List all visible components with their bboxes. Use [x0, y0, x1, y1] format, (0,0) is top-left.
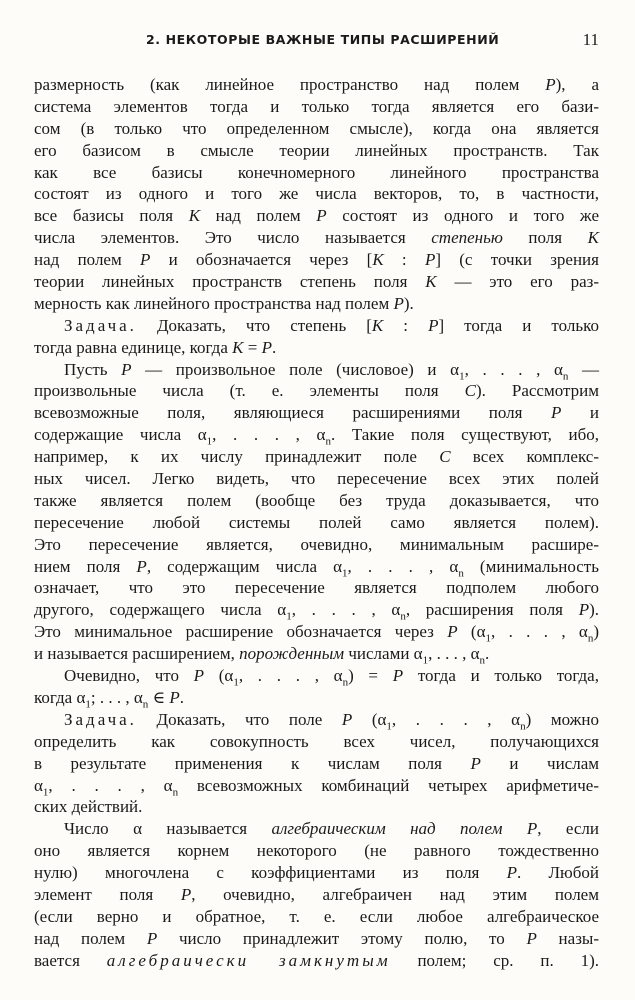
- text-segment: P: [424, 250, 436, 270]
- text-segment: , . . . , α: [238, 666, 343, 686]
- text-segment: ∈: [148, 687, 170, 707]
- text-segment: , . . . , α: [391, 709, 521, 729]
- text-segment: P: [146, 928, 158, 948]
- text-segment: K: [372, 250, 384, 270]
- text-segment: Число α называется: [64, 819, 272, 839]
- text-segment: , . . . , α: [428, 644, 480, 664]
- text-segment: P: [526, 928, 537, 948]
- text-segment: —: [568, 359, 599, 379]
- text-line: [34, 118, 599, 140]
- text-segment: P: [169, 687, 180, 707]
- text-segment: K: [232, 337, 244, 357]
- text-segment: K: [425, 272, 437, 292]
- text-segment: 1: [386, 720, 392, 733]
- text-line: [34, 490, 599, 512]
- text-segment: (α: [352, 709, 387, 729]
- text-segment: , . . . , α: [490, 622, 588, 642]
- text-segment: другого, содержащего числа α: [34, 600, 287, 620]
- text-segment: ), а: [555, 75, 599, 94]
- text-line: [34, 74, 599, 96]
- text-segment: n: [400, 610, 406, 623]
- text-segment: Это пересечение является, очевидно, минимальным расшире-: [34, 534, 599, 554]
- text-line: [34, 665, 599, 687]
- text-segment: ): [593, 622, 599, 642]
- text-segment: также является полем (вообще без труда доказывается, что: [34, 490, 599, 510]
- text-line: [34, 950, 599, 972]
- text-segment: P: [140, 250, 151, 270]
- text-segment: 1: [422, 654, 429, 667]
- text-line: [34, 337, 599, 359]
- text-segment: P: [316, 206, 327, 226]
- text-segment: n: [342, 676, 349, 689]
- text-segment: Задача.: [64, 315, 137, 335]
- text-segment: P: [578, 600, 590, 620]
- text-segment: степенью: [431, 228, 503, 248]
- text-segment: P: [341, 709, 353, 729]
- text-segment: состоят из одного и того же числа векторов, то, в частности,: [34, 184, 599, 204]
- text-segment: P: [261, 337, 272, 357]
- text-segment: оно является корнем некоторого (не равного тождественно: [34, 841, 599, 861]
- text-segment: n: [562, 369, 569, 382]
- text-segment: , . . . , α: [212, 425, 326, 445]
- text-segment: n: [479, 654, 485, 667]
- text-segment: P: [180, 884, 192, 904]
- text-line: [34, 818, 599, 840]
- text-segment: Задача.: [64, 709, 137, 729]
- text-line: [34, 687, 599, 709]
- text-segment: P: [447, 622, 458, 642]
- text-segment: — произвольное поле (числовое) и α: [131, 359, 460, 379]
- text-segment: и числам: [480, 753, 599, 773]
- text-segment: всех комплекс-: [450, 447, 599, 467]
- text-line: [34, 271, 599, 293]
- text-segment: порожденным: [239, 644, 345, 664]
- text-line: [34, 446, 599, 468]
- text-line: [34, 249, 599, 271]
- text-segment: пересечение любой системы полей само является полем).: [34, 512, 599, 532]
- text-line: [34, 183, 599, 205]
- text-segment: состоят из одного и того же: [326, 206, 599, 226]
- text-segment: алгебраически замкнутым: [106, 950, 391, 970]
- text-segment: сом (в только что определенном смысле), когда она является: [34, 118, 599, 138]
- text-segment: нием поля: [34, 556, 137, 576]
- text-segment: , . . . , α: [291, 600, 401, 620]
- text-segment: поля: [502, 228, 588, 248]
- text-segment: . Любой: [517, 863, 599, 883]
- text-segment: n: [458, 566, 464, 579]
- text-segment: Доказать, что поле: [136, 709, 342, 729]
- text-line: [34, 643, 599, 665]
- text-line: [34, 556, 599, 578]
- text-line: [34, 380, 599, 402]
- text-line: [34, 315, 599, 337]
- page-number: 11: [582, 30, 599, 49]
- text-line: [34, 621, 599, 643]
- text-segment: над полем: [200, 206, 317, 226]
- text-line: [34, 534, 599, 556]
- text-line: [34, 227, 599, 249]
- text-segment: =: [243, 337, 262, 357]
- text-segment: , . . . , α: [48, 775, 173, 795]
- text-segment: , очевидно, алгебраичен над этим полем: [191, 884, 599, 904]
- text-line: [34, 468, 599, 490]
- text-segment: (α: [204, 666, 234, 686]
- text-segment: (α: [457, 622, 486, 642]
- text-segment: [502, 819, 526, 838]
- text-segment: .: [271, 337, 277, 357]
- text-segment: числа элементов. Это число называется: [34, 228, 432, 248]
- text-segment: .: [179, 687, 184, 707]
- text-segment: n: [587, 632, 594, 645]
- text-line: [34, 775, 599, 797]
- text-line: [34, 796, 599, 818]
- text-segment: всевозможные поля, являющиеся расширениями поля: [34, 403, 551, 423]
- text-line: [34, 162, 599, 184]
- text-segment: P: [506, 863, 518, 883]
- text-segment: Очевидно, что: [64, 666, 194, 686]
- text-segment: P: [428, 315, 439, 335]
- text-segment: полем; ср. п. 1).: [390, 950, 599, 970]
- text-line: [34, 577, 599, 599]
- text-line: [34, 424, 599, 446]
- text-segment: и обозначается через [: [150, 250, 373, 270]
- text-line: [34, 402, 599, 424]
- text-segment: — это его раз-: [436, 272, 599, 292]
- text-line: [34, 906, 599, 928]
- text-segment: K: [371, 315, 384, 335]
- text-line: [34, 205, 599, 227]
- text-line: [34, 840, 599, 862]
- text-segment: :: [383, 315, 429, 335]
- text-segment: n: [520, 720, 526, 733]
- text-line: [34, 862, 599, 884]
- text-segment: над полем: [34, 928, 147, 948]
- text-line: [34, 928, 599, 950]
- running-header: [34, 30, 599, 54]
- text-segment: 1: [485, 632, 491, 645]
- text-segment: Доказать, что степень [: [136, 315, 372, 335]
- text-segment: содержащие числа α: [34, 425, 207, 445]
- text-segment: α: [34, 775, 43, 795]
- text-line: [34, 96, 599, 118]
- text-segment: ; . . . , α: [90, 687, 143, 707]
- text-segment: и: [561, 403, 599, 423]
- text-segment: ] тогда и только: [438, 315, 599, 335]
- text-segment: ).: [589, 600, 599, 620]
- text-segment: ских действий.: [34, 797, 143, 817]
- text-segment: . Такие поля существуют, ибо,: [330, 425, 599, 445]
- text-line: [34, 599, 599, 621]
- text-line: [34, 753, 599, 775]
- text-line: [34, 731, 599, 753]
- text-segment: размерность (как линейное пространство над полем: [34, 75, 546, 94]
- text-line: [34, 293, 599, 315]
- text-segment: , . . . , α: [347, 556, 459, 576]
- text-segment: (если верно и обратное, т. е. если любое алгебраическое: [34, 906, 599, 926]
- text-segment: P: [136, 556, 147, 576]
- text-segment: ) =: [348, 666, 393, 686]
- text-segment: назы-: [536, 928, 599, 948]
- text-segment: вается: [34, 950, 107, 970]
- text-segment: все базисы поля: [34, 206, 189, 226]
- text-segment: в результате применения к числам поля: [34, 753, 471, 773]
- text-segment: C: [439, 447, 451, 467]
- text-segment: , если: [537, 819, 599, 839]
- text-segment: (минимальность: [463, 556, 599, 576]
- text-segment: n: [142, 698, 149, 711]
- text-segment: 1: [85, 698, 91, 711]
- text-segment: означает, что это пересечение является подполем любого: [34, 578, 599, 598]
- text-segment: произвольные числа (т. е. элементы поля: [34, 381, 465, 401]
- text-segment: например, к их числу принадлежит поле: [34, 447, 440, 467]
- text-segment: P: [392, 666, 404, 686]
- text-segment: тогда равна единице, когда: [34, 337, 233, 357]
- text-segment: нулю) многочлена с коэффициентами из поля: [34, 863, 507, 883]
- text-segment: число принадлежит этому полю, то: [157, 928, 527, 948]
- text-segment: n: [325, 435, 331, 448]
- text-segment: ) можно: [525, 709, 599, 729]
- text-segment: 1: [342, 566, 348, 579]
- text-segment: P: [393, 293, 404, 313]
- text-segment: Пусть: [64, 359, 122, 379]
- text-segment: система элементов тогда и только тогда является его бази-: [34, 96, 599, 116]
- text-segment: тогда и только тогда,: [403, 666, 599, 686]
- text-segment: P: [526, 819, 538, 839]
- text-segment: как все базисы конечномерного линейного пространства: [34, 162, 599, 182]
- text-segment: когда α: [34, 687, 86, 707]
- text-line: [34, 512, 599, 534]
- text-segment: и называется расширением,: [34, 644, 240, 664]
- text-segment: K: [587, 228, 599, 248]
- text-line: [34, 359, 599, 381]
- text-segment: над полем: [34, 250, 141, 270]
- text-segment: числами α: [344, 644, 423, 664]
- text-line: [34, 140, 599, 162]
- body-text: [34, 74, 599, 972]
- text-segment: теории линейных пространств степень поля: [34, 272, 426, 292]
- text-line: [34, 884, 599, 906]
- text-segment: P: [121, 359, 132, 379]
- text-segment: P: [545, 75, 556, 94]
- text-segment: 1: [459, 369, 465, 382]
- text-segment: , расширения поля: [405, 600, 579, 620]
- text-segment: ] (с точки зрения: [435, 250, 599, 270]
- text-segment: Это минимальное расширение обозначается через: [34, 622, 448, 642]
- text-segment: определить как совокупность всех чисел, получающихся: [34, 731, 599, 751]
- text-segment: элемент поля: [34, 884, 181, 904]
- text-segment: P: [550, 403, 562, 423]
- text-segment: ных чисел. Легко видеть, что пересечение всех этих полей: [34, 469, 599, 489]
- text-segment: P: [470, 753, 481, 773]
- text-segment: 1: [286, 610, 292, 623]
- text-segment: мерность как линейного пространства над полем: [34, 293, 394, 313]
- chapter-title: 2. НЕКОТОРЫЕ ВАЖНЫЕ ТИПЫ РАСШИРЕНИЙ: [146, 32, 500, 47]
- text-segment: ). Рассмотрим: [475, 381, 599, 401]
- text-segment: его базисом в смысле теории линейных пространств. Так: [34, 140, 599, 160]
- text-segment: n: [172, 785, 179, 798]
- text-segment: , . . . , α: [464, 359, 563, 379]
- text-segment: 1: [206, 435, 213, 448]
- text-segment: , содержащим числа α: [146, 556, 343, 576]
- text-segment: ).: [403, 293, 414, 313]
- text-segment: 1: [233, 676, 239, 689]
- text-segment: K: [188, 206, 201, 226]
- text-segment: всевозможных комбинаций четырех арифметиче-: [178, 775, 599, 795]
- text-segment: .: [485, 644, 490, 664]
- text-segment: 1: [42, 785, 49, 798]
- text-segment: :: [383, 250, 425, 270]
- text-segment: C: [464, 381, 476, 401]
- text-segment: P: [193, 666, 205, 686]
- text-line: [34, 709, 599, 731]
- text-segment: алгебраическим над полем: [271, 819, 503, 839]
